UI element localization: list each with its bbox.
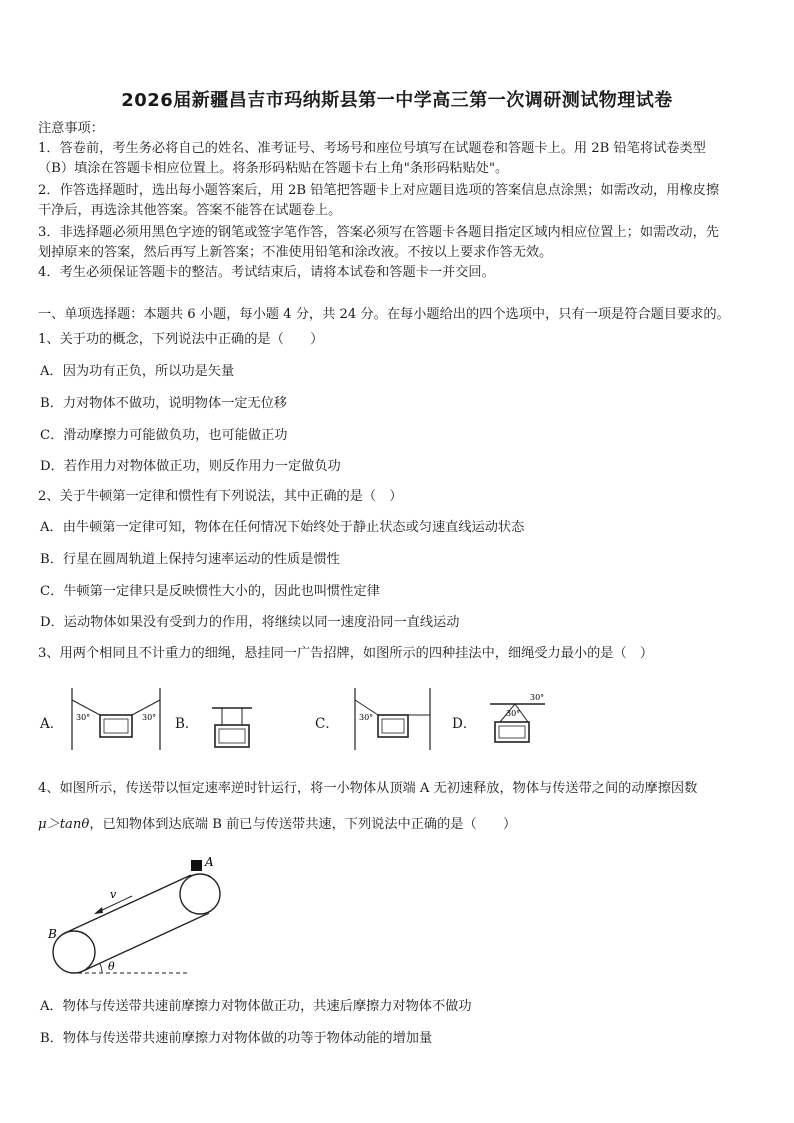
q3-label-d: D． — [452, 716, 477, 732]
notice-heading: 注意事项： — [38, 121, 104, 136]
q3-angle-label: 30° — [142, 713, 157, 722]
notice-line: 1．答卷前，考生务必将自己的姓名、准考证号、考场号和座位号填写在试题卷和答题卡上。用 2B 铅笔将试卷类型 — [38, 141, 706, 156]
q1-option-b: B．力对物体不做功，说明物体一定无位移 — [40, 396, 288, 411]
notice-line: 3．非选择题必须用黑色字迹的钢笔或签字笔作答，答案必须写在答题卡各题目指定区域内相应位置上；如需改动，先 — [38, 225, 719, 240]
q2-option-a: A．由牛顿第一定律可知，物体在任何情况下始终处于静止状态或匀速直线运动状态 — [40, 520, 525, 535]
q3-figure-a — [72, 688, 160, 750]
q3-label-b: B． — [175, 716, 199, 732]
notice-line: 划掉原来的答案，然后再写上新答案；不准使用铅笔和涂改液。不按以上要求作答无效。 — [38, 245, 553, 260]
q1-option-a: A．因为功有正负，所以功是矢量 — [40, 364, 235, 379]
question-1-stem: 1、关于功的概念，下列说法中正确的是（ ） — [38, 332, 324, 347]
notice-line: （B）填涂在答题卡相应位置上。将条形码粘贴在答题卡右上角"条形码粘贴处"。 — [38, 161, 509, 176]
q4-option-a: A．物体与传送带共速前摩擦力对物体做正功，共速后摩擦力对物体不做功 — [40, 999, 472, 1014]
q1-option-c: C．滑动摩擦力可能做负功，也可能做正功 — [40, 428, 288, 443]
q3-angle-label: 30° — [530, 693, 545, 702]
q4-stem-rest: ，已知物体到达底端 B 前已与传送带共速，下列说法中正确的是（ ） — [89, 817, 517, 832]
q3-figure-d — [490, 693, 545, 742]
q3-angle-label: 30° — [359, 713, 374, 722]
pulley-a — [180, 874, 220, 914]
question-3-stem: 3、用两个相同且不计重力的细绳，悬挂同一广告招牌，如图所示的四种挂法中，细绳受力最小的是（ ） — [38, 646, 654, 661]
q3-figures — [0, 680, 794, 760]
q3-angle-label: 30° — [76, 713, 91, 722]
q3-label-c: C． — [315, 716, 339, 732]
section-heading: 一、单项选择题：本题共 6 小题，每小题 4 分，共 24 分。在每小题给出的四个选项中，只有一项是符合题目要求的。 — [38, 307, 730, 322]
q2-option-b: B．行星在圆周轨道上保持匀速率运动的性质是惯性 — [40, 552, 340, 567]
conveyor-figure — [40, 852, 214, 982]
label-b: B — [48, 927, 57, 941]
notice-line: 2．作答选择题时，选出每小题答案后，用 2B 铅笔把答题卡上对应题目选项的答案信息点涂黑；如需改动，用橡皮擦 — [38, 183, 720, 198]
question-2-stem: 2、关于牛顿第一定律和惯性有下列说法，其中正确的是（ ） — [38, 489, 403, 504]
page-title: 2026届新疆昌吉市玛纳斯县第一中学高三第一次调研测试物理试卷 — [121, 90, 673, 111]
q2-option-c: C．牛顿第一定律只是反映惯性大小的，因此也叫惯性定律 — [40, 584, 380, 599]
label-theta: θ — [108, 960, 115, 973]
block-icon — [191, 860, 202, 871]
question-4-stem-line2 — [38, 815, 760, 835]
notice-line: 干净后，再选涂其他答案。答案不能答在试题卷上。 — [38, 203, 342, 218]
q3-figure-c — [355, 688, 430, 750]
q1-option-d: D．若作用力对物体做正功，则反作用力一定做负功 — [40, 459, 341, 474]
q3-angle-label: 30° — [506, 709, 521, 718]
q3-figure-b — [212, 708, 252, 747]
q4-option-b: B．物体与传送带共速前摩擦力对物体做的功等于物体动能的增加量 — [40, 1031, 433, 1046]
arrow-icon — [94, 907, 103, 914]
q3-label-a: A． — [40, 716, 64, 732]
question-4-stem-line1: 4、如图所示，传送带以恒定速率逆时针运行，将一小物体从顶端 A 无初速释放，物体与传送带之间的动摩擦因数 — [38, 781, 698, 796]
notice-line: 4．考生必须保证答题卡的整洁。考试结束后，请将本试卷和答题卡一并交回。 — [38, 265, 495, 280]
label-a: A — [205, 855, 214, 869]
label-v: v — [110, 888, 117, 901]
q2-option-d: D．运动物体如果没有受到力的作用，将继续以同一速度沿同一直线运动 — [40, 615, 460, 630]
pulley-b — [53, 931, 95, 973]
q4-condition: μ＞tanθ — [38, 817, 90, 832]
